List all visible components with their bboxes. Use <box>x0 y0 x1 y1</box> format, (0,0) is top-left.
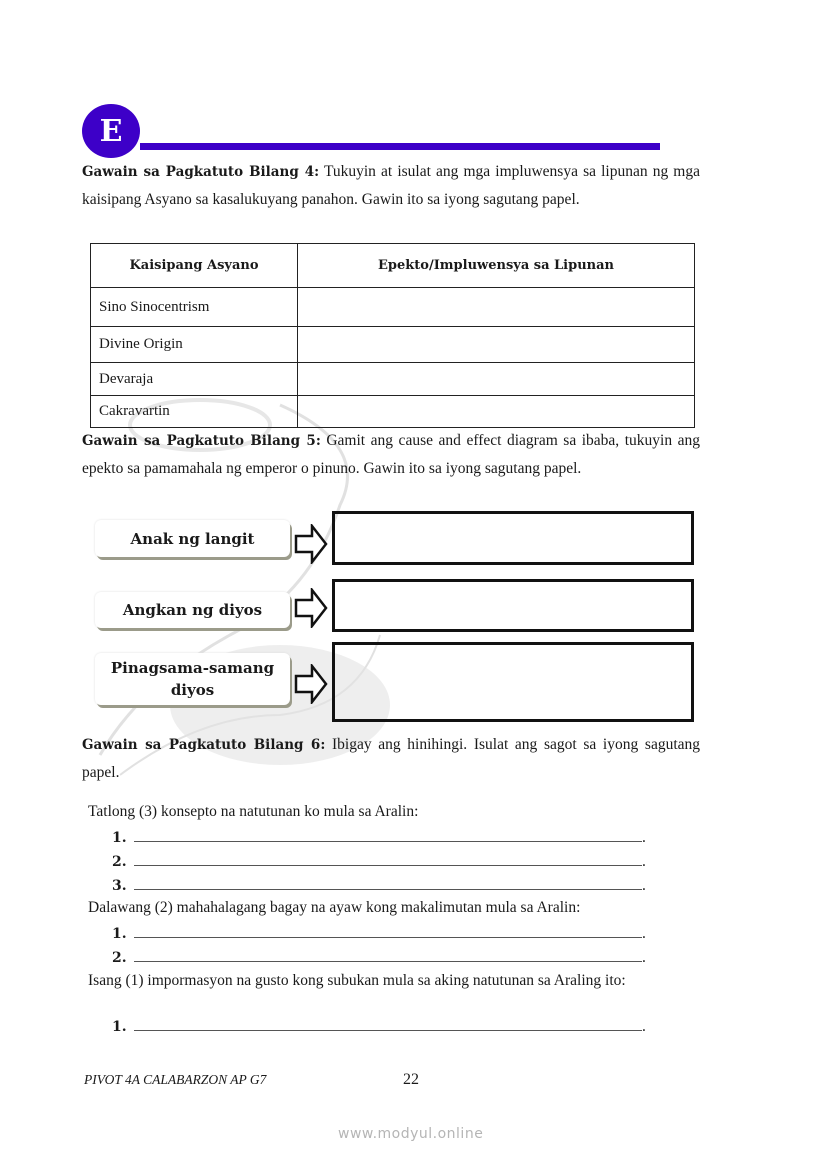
activity5-text: Gamit ang cause and effect diagram sa ibaba, tukuyin ang epekto sa pamamahala ng emperor o pinuno. Gawin ito sa iyong sagutang papel. <box>82 432 701 477</box>
item-number: 3. <box>112 878 127 894</box>
prompt-label: Dalawang (2) mahahalagang bagay na ayaw kong makalimutan mula sa Aralin: <box>88 899 581 916</box>
activity4-text: Tukuyin at isulat ang mga impluwensya sa lipunan ng mga kaisipang Asyano sa kasalukuyang panahon. Gawin ito sa iyong sagutang papel. <box>82 163 700 208</box>
activity5-instructions <box>82 427 700 482</box>
concept-cell: Cakravartin <box>91 396 298 428</box>
effect-answer-box[interactable] <box>332 511 694 565</box>
table-row <box>91 396 695 428</box>
header-effect: Epekto/Impluwensya sa Lipunan <box>298 244 695 288</box>
section-divider <box>140 143 660 150</box>
item-number: 1. <box>112 1019 127 1035</box>
concept-cell: Divine Origin <box>91 327 298 363</box>
answer-line[interactable]: 2. . <box>112 853 646 870</box>
arrow-right-icon <box>294 588 328 628</box>
answer-line[interactable]: 1. . <box>112 1018 646 1035</box>
item-number: 2. <box>112 950 127 966</box>
prompt-label: Isang (1) impormasyon na gusto kong subukan mula sa aking natutunan sa Araling ito: <box>88 972 626 989</box>
table-row <box>91 363 695 396</box>
cause-box: Angkan ng diyos <box>95 592 290 628</box>
arrow-right-icon <box>294 664 328 704</box>
activity6-title: Gawain sa Pagkatuto Bilang 6: <box>82 737 326 753</box>
effect-answer-box[interactable] <box>332 642 694 722</box>
item-number: 2. <box>112 854 127 870</box>
activity6-text: Ibigay ang hinihingi. Isulat ang sagot sa iyong sagutang papel. <box>82 736 701 781</box>
prompt-label: Tatlong (3) konsepto na natutunan ko mula sa Aralin: <box>88 803 419 820</box>
influence-table <box>90 243 695 428</box>
table-row <box>91 327 695 363</box>
effect-answer-cell[interactable] <box>298 363 695 396</box>
answer-line[interactable]: 1. . <box>112 829 646 846</box>
header-concept: Kaisipang Asyano <box>91 244 298 288</box>
activity4-title: Gawain sa Pagkatuto Bilang 4: <box>82 164 320 180</box>
section-badge: E <box>82 104 140 158</box>
cause-box: Pinagsama-samang diyos <box>95 653 290 705</box>
page-number: 22 <box>403 1071 419 1088</box>
effect-answer-cell[interactable] <box>298 327 695 363</box>
arrow-right-icon <box>294 524 328 564</box>
answer-line[interactable]: 2. . <box>112 949 646 966</box>
effect-answer-cell[interactable] <box>298 288 695 327</box>
answer-line[interactable]: 3. . <box>112 877 646 894</box>
activity6-instructions <box>82 731 700 786</box>
table-row <box>91 288 695 327</box>
activity4-instructions <box>82 158 700 213</box>
item-number: 1. <box>112 926 127 942</box>
effect-answer-box[interactable] <box>332 579 694 632</box>
footer-series: PIVOT 4A CALABARZON AP G7 <box>84 1072 267 1087</box>
website-watermark: www.modyul.online <box>338 1126 484 1142</box>
table-header-row <box>91 244 695 288</box>
effect-answer-cell[interactable] <box>298 396 695 428</box>
activity5-title: Gawain sa Pagkatuto Bilang 5: <box>82 433 321 449</box>
item-number: 1. <box>112 830 127 846</box>
cause-box: Anak ng langit <box>95 520 290 557</box>
concept-cell: Sino Sinocentrism <box>91 288 298 327</box>
concept-cell: Devaraja <box>91 363 298 396</box>
answer-line[interactable]: 1. . <box>112 925 646 942</box>
